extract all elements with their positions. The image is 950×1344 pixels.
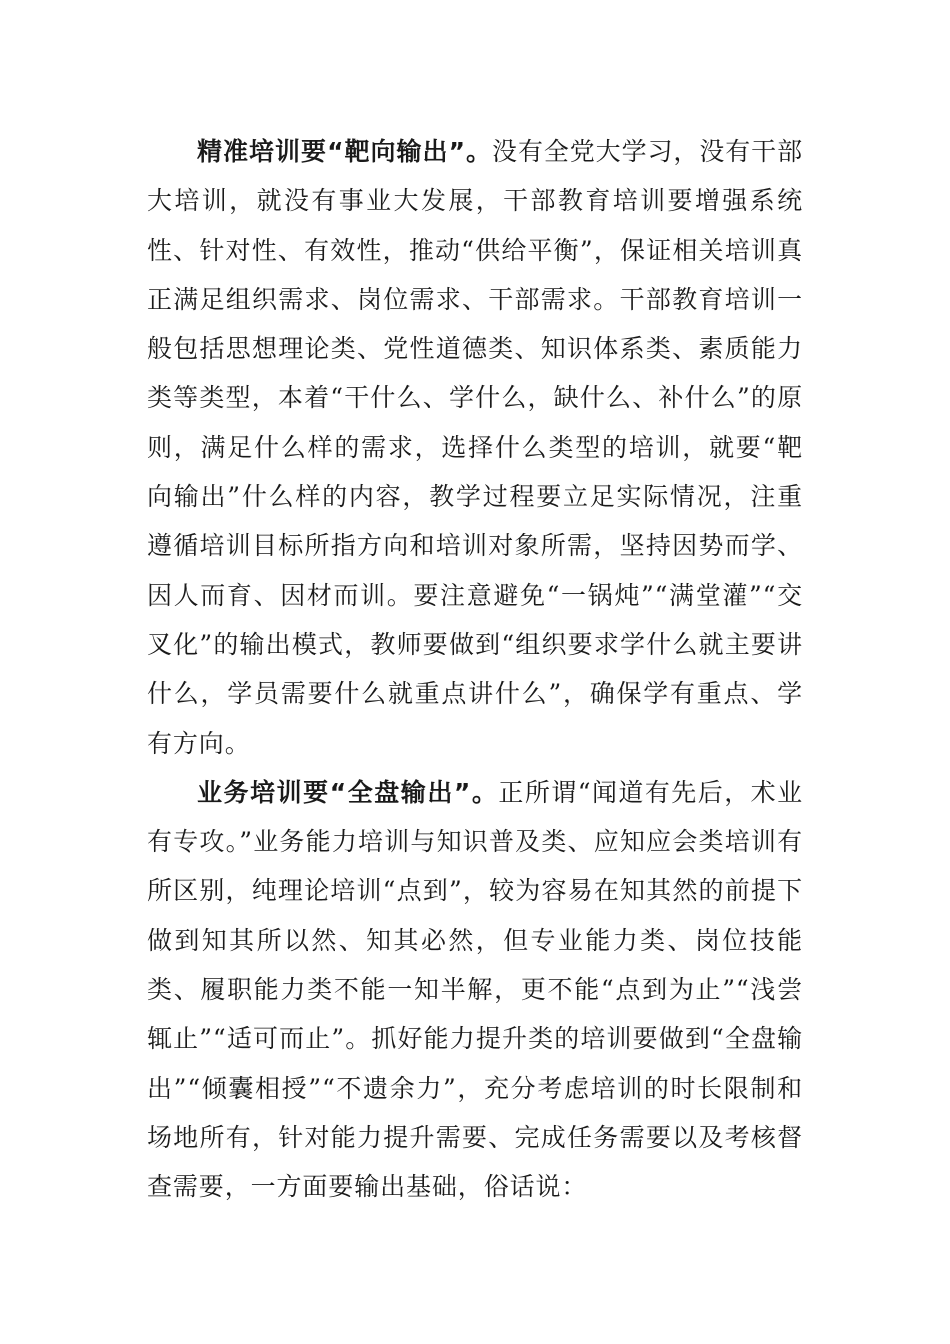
paragraph-heading: 精准培训要“靶向输出”。 — [197, 137, 493, 166]
paragraph-text: 正所谓“闻道有先后，术业有专攻。”业务能力培训与知识普及类、应知应会类培训有所区别，纯理论培训“点到”，较为容易在知其然的前提下做到知其所以然、知其必然，但专业能力类、岗位技能类、履职能力类不能一知半解，更不能“点到为止”“浅尝辄止”“适可而止”。抓好能力提升类的培训要做到“全盘输出”“倾囊相授”“不遗余力”，充分考虑培训的时长限制和场地所有，针对能力提升需要、完成任务需要以及考核督查需要，一方面要输出基础，俗话说： — [147, 777, 803, 1202]
paragraph-precision-training — [147, 127, 803, 768]
document-body — [147, 127, 803, 1212]
paragraph-business-training — [147, 768, 803, 1212]
paragraph-text: 没有全党大学习，没有干部大培训，就没有事业大发展，干部教育培训要增强系统性、针对性、有效性，推动“供给平衡”，保证相关培训真正满足组织需求、岗位需求、干部需求。干部教育培训一般包括思想理论类、党性道德类、知识体系类、素质能力类等类型，本着“干什么、学什么，缺什么、补什么”的原则，满足什么样的需求，选择什么类型的培训，就要“靶向输出”什么样的内容，教学过程要立足实际情况，注重遵循培训目标所指方向和培训对象所需，坚持因势而学、因人而育、因材而训。要注意避免“一锅炖”“满堂灌”“交叉化”的输出模式，教师要做到“组织要求学什么就主要讲什么，学员需要什么就重点讲什么”，确保学有重点、学有方向。 — [147, 137, 803, 758]
paragraph-heading: 业务培训要“全盘输出”。 — [197, 777, 499, 807]
